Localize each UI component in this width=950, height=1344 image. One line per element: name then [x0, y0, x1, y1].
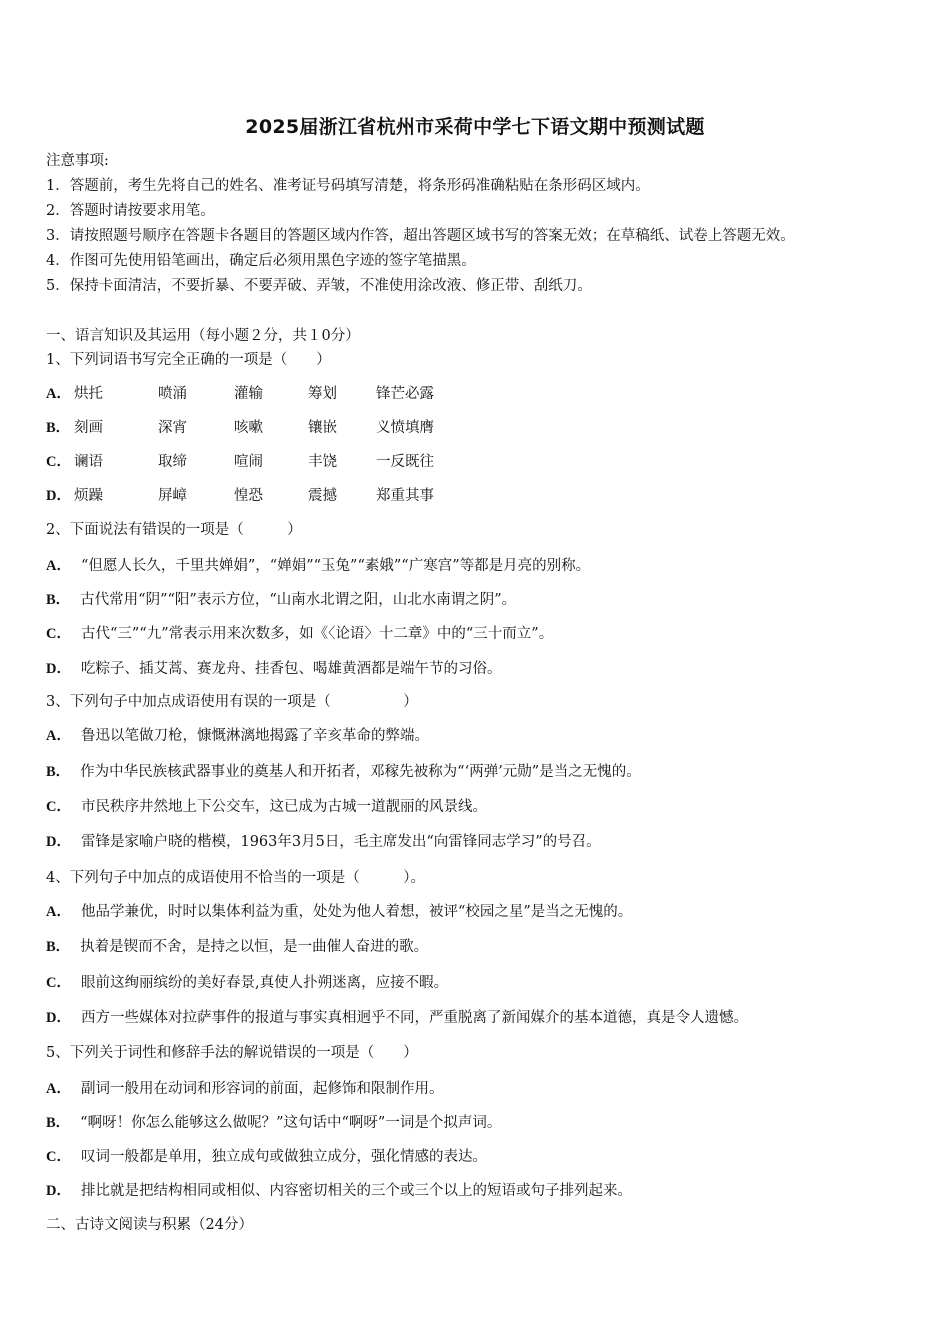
word: 丰饶 [308, 454, 337, 470]
q3-option-a [46, 726, 429, 746]
q4-option-d [46, 1008, 748, 1028]
word: 震撼 [308, 488, 337, 504]
q3-option-d [46, 832, 601, 852]
word: 郑重其事 [376, 488, 434, 504]
q2-option-c [46, 624, 553, 644]
q3-option-b [46, 762, 641, 782]
question-4-stem: 4、下列句子中加点的成语使用不恰当的一项是（ ）。 [46, 870, 425, 886]
q2-option-b [46, 590, 516, 610]
word: 屏嶂 [158, 488, 187, 504]
word: 镶嵌 [308, 420, 337, 436]
option-label: C． [46, 454, 71, 470]
option-label: D． [46, 1010, 71, 1026]
question-3-stem: 3、下列句子中加点成语使用有误的一项是（ ） [46, 694, 418, 710]
word: 烘托 [74, 386, 103, 402]
option-label: C． [46, 1149, 71, 1165]
word: 谰语 [74, 454, 103, 470]
option-label: B． [46, 764, 71, 780]
notice-item-2: 2．答题时请按要求用笔。 [46, 203, 215, 219]
q5-option-a [46, 1079, 443, 1099]
option-text: 古代常用“阴”“阳”表示方位，“山南水北谓之阳，山北水南谓之阴”。 [80, 592, 517, 608]
option-text: 鲁迅以笔做刀枪，慷慨淋漓地揭露了辛亥革命的弊端。 [80, 728, 429, 744]
word: 锋芒必露 [376, 386, 434, 402]
option-label: A． [46, 558, 71, 574]
option-label: A． [46, 904, 71, 920]
q2-option-a [46, 556, 590, 576]
question-1-stem: 1、下列词语书写完全正确的一项是（ ） [46, 352, 331, 368]
option-text: 作为中华民族核武器事业的奠基人和开拓者，邓稼先被称为“‘两弹’元勋”是当之无愧的。 [80, 764, 641, 780]
word: 筹划 [308, 386, 337, 402]
word: 取缔 [158, 454, 187, 470]
option-text: 他品学兼优，时时以集体利益为重，处处为他人着想，被评“校园之星”是当之无愧的。 [80, 904, 633, 920]
q2-option-d [46, 659, 501, 679]
notice-heading: 注意事项: [46, 153, 109, 169]
word: 烦躁 [74, 488, 103, 504]
question-2-stem: 2、下面说法有错误的一项是（ ） [46, 522, 302, 538]
q4-option-c [46, 973, 448, 993]
option-label: D． [46, 488, 71, 504]
notice-item-3: 3．请按照题号顺序在答题卡各题目的答题区域内作答，超出答题区域书写的答案无效；在草稿纸、试卷上答题无效。 [46, 228, 795, 244]
word: 灌输 [234, 386, 263, 402]
section-1-heading: 一、语言知识及其运用（每小题２分，共１0分） [46, 328, 360, 344]
section-2-heading: 二、古诗文阅读与积累（24分） [46, 1217, 253, 1233]
word: 深宵 [158, 420, 187, 436]
option-text: 古代“三”“九”常表示用来次数多，如《〈论语〉十二章》中的“三十而立”。 [80, 626, 554, 642]
option-text: 副词一般用在动词和形容词的前面，起修饰和限制作用。 [80, 1081, 444, 1097]
word: 喷涌 [158, 386, 187, 402]
q4-option-a [46, 902, 632, 922]
option-text: 雷锋是家喻户晓的楷模，1963年3月5日，毛主席发出“向雷锋同志学习”的号召。 [80, 834, 601, 850]
option-text: 西方一些媒体对拉萨事件的报道与事实真相迥乎不同，严重脱离了新闻媒介的基本道德，真是令人遗憾。 [80, 1010, 748, 1026]
option-label: C． [46, 799, 71, 815]
option-label: B． [46, 939, 71, 955]
option-text: 眼前这绚丽缤纷的美好春景,真使人扑朔迷离，应接不暇。 [80, 975, 449, 991]
option-label: A． [46, 386, 71, 402]
option-text: 吃粽子、插艾蒿、赛龙舟、挂香包、喝雄黄酒都是端午节的习俗。 [80, 661, 502, 677]
option-label: D． [46, 834, 71, 850]
option-label: D． [46, 1183, 71, 1199]
option-text: 执着是锲而不舍，是持之以恒，是一曲催人奋进的歌。 [80, 939, 429, 955]
notice-item-4: 4．作图可先使用铅笔画出，确定后必须用黑色字迹的签字笔描黑。 [46, 253, 476, 269]
option-label: C． [46, 626, 71, 642]
page-title: 2025届浙江省杭州市采荷中学七下语文期中预测试题 [245, 116, 705, 138]
option-label: A． [46, 728, 71, 744]
option-text: “但愿人长久，千里共婵娟”，“婵娟”“玉兔”“素娥”“广寒宫”等都是月亮的别称。 [80, 558, 591, 574]
q5-option-d [46, 1181, 632, 1201]
option-label: B． [46, 1115, 71, 1131]
question-5-stem: 5、下列关于词性和修辞手法的解说错误的一项是（ ） [46, 1045, 418, 1061]
option-label: C． [46, 975, 71, 991]
option-text: 市民秩序井然地上下公交车，这已成为古城一道靓丽的风景线。 [80, 799, 487, 815]
word: 刻画 [74, 420, 103, 436]
q3-option-c [46, 797, 487, 817]
option-text: 叹词一般都是单用，独立成句或做独立成分，强化情感的表达。 [80, 1149, 487, 1165]
option-label: B． [46, 420, 71, 436]
q5-option-b [46, 1113, 501, 1133]
option-label: D． [46, 661, 71, 677]
word: 一反既往 [376, 454, 434, 470]
option-text: “啊呀！你怎么能够这么做呢？”这句话中“啊呀”一词是个拟声词。 [80, 1115, 502, 1131]
option-text: 排比就是把结构相同或相似、内容密切相关的三个或三个以上的短语或句子排列起来。 [80, 1183, 632, 1199]
word: 喧闹 [234, 454, 263, 470]
option-label: B． [46, 592, 71, 608]
notice-item-5: 5．保持卡面清洁，不要折暴、不要弄破、弄皱，不准使用涂改液、修正带、刮纸刀。 [46, 278, 592, 294]
word: 义愤填膺 [376, 420, 434, 436]
word: 咳嗽 [234, 420, 263, 436]
q4-option-b [46, 937, 428, 957]
word: 惶恐 [234, 488, 263, 504]
notice-item-1: 1．答题前，考生先将自己的姓名、准考证号码填写清楚，将条形码准确粘贴在条形码区域内。 [46, 178, 650, 194]
q5-option-c [46, 1147, 487, 1167]
option-label: A． [46, 1081, 71, 1097]
